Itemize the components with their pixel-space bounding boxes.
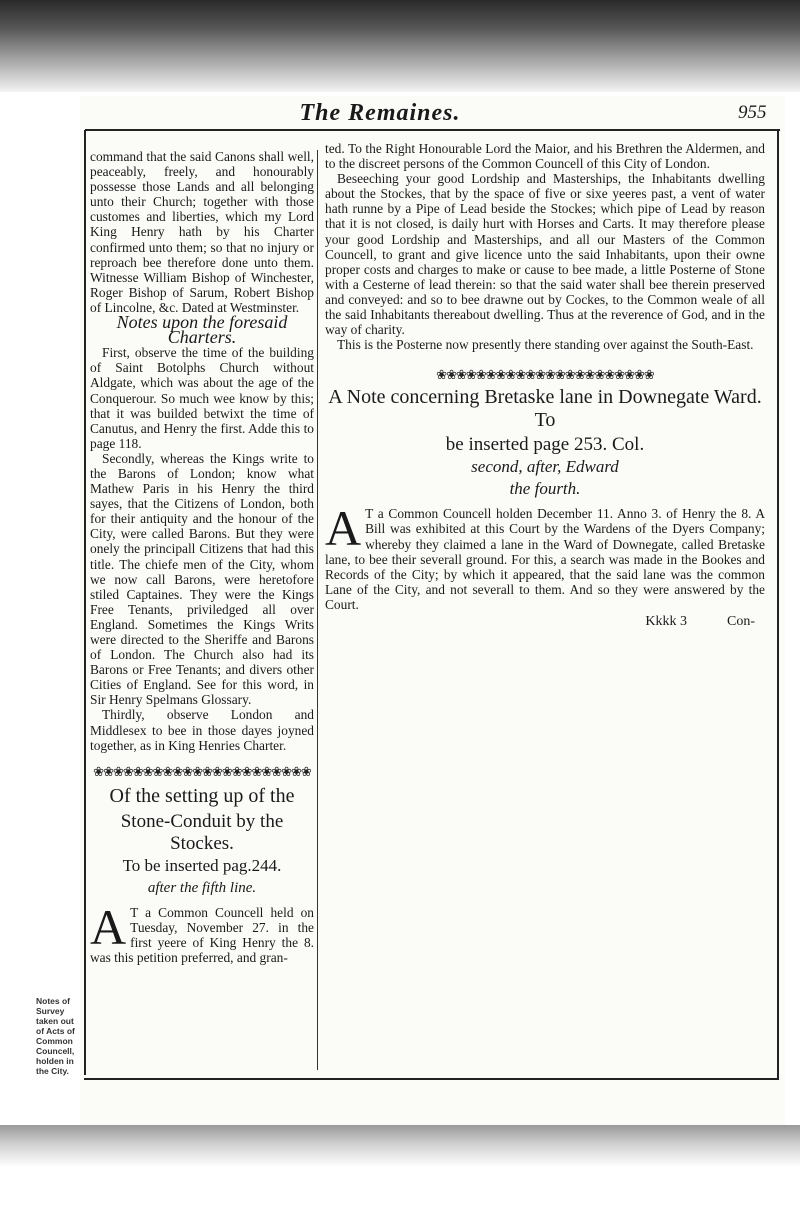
left-column [90, 149, 314, 965]
section-heading-bretaske-2: be inserted page 253. Col. [445, 434, 645, 456]
section-heading-conduit-3: To be inserted pag.244. [122, 855, 282, 875]
footer-rule [84, 1078, 779, 1080]
frame-rule-right [777, 130, 779, 1080]
left-paragraph-5-text: T a Common Councell held on Tuesday, November 27. in the first yeere of King Henry the 8. was this petition preferred, and gran- [90, 904, 314, 966]
drop-cap-right: A [325, 500, 362, 557]
left-paragraph-3: Secondly, whereas the Kings write to the Barons of London; know what Mathew Paris in his Henry the third sayes, that the Citizens of London, both for their antiquity and the honour of the City, were called Barons. But they were onely the principall Citizens that had this title. The chiefe men of the City, whom we now call Barons, were heretofore stiled Captaines. They were the Kings Free Tenants, priviledged all over England. Sometimes the Kings Writs were directed to the Sheriffe and Barons of London. The Church also had its Barons or Free Tenants; and divers other Cities of England. See for this word, in Sir Henry Spelmans Glossary. [90, 450, 314, 708]
marginal-note: Notes of Survey taken out of Acts of Common Councell, holden in the City. [36, 996, 75, 1076]
section-heading-conduit-1: Of the setting up of the [109, 784, 295, 807]
ornament-border-left: ❀❀❀❀❀❀❀❀❀❀❀❀❀❀❀❀❀❀❀❀❀❀ [93, 764, 311, 779]
scan-shadow-top [0, 0, 800, 92]
ornament-border-right: ❀❀❀❀❀❀❀❀❀❀❀❀❀❀❀❀❀❀❀❀❀❀ [436, 368, 654, 383]
left-paragraph-1: command that the said Canons shall well, peaceably, freely, and honourably possesse those Lands and all belonging unto their Church; together with those customes and liberties, which my Lord King Henry hath by his Charter confirmed unto them; so that no injury or reproach bee therefore done unto them. Witnesse William Bishop of Winchester, Roger Bishop of Sarum, Robert Bishop of Lincolne, &c. Dated at Westminster. [90, 149, 314, 315]
right-paragraph-3: This is the Posterne now presently there standing over against the South-East. [337, 337, 754, 353]
section-heading-bretaske-3: second, after, Edward [471, 457, 619, 477]
right-paragraph-2: Beseeching your good Lordship and Masterships, the Inhabitants dwelling about the Stockes, that by the space of five or sixe yeeres past, a vent of water hath runne by a Pipe of Lead beside the Stockes; which pipe of Lead by reason that it is not closed, is daily hurt with Horses and Carts. It may therefore please your good Lordship and Masterships, and all our Masters of the Common Councell, to grant and give licence unto the said Inhabitants, upon their owne proper costs and charges to make or cause to bee made, a little Posterne of Stone with a Cesterne of lead therein: so that the said water shall bee therein preserved and conveyed: and so to bee drawne out by Cockes, to the Common weale of all the said Inhabitants thereabout dwelling. Thus at the reverence of God, and in the way of charity. [325, 171, 765, 338]
section-heading-notes: Notes upon the foresaid Charters. [116, 312, 288, 348]
signature-mark: Kkkk 3 [645, 613, 687, 629]
right-paragraph-4 [325, 500, 765, 612]
section-heading-conduit-2: Stone-Conduit by the Stockes. [120, 810, 284, 854]
running-title: The Remaines. [299, 100, 461, 126]
left-paragraph-4: Thirdly, observe London and Middlesex to bee in those dayes joyned together, as in King Henries Charter. [90, 707, 314, 753]
drop-cap-left: A [90, 898, 127, 955]
catchword: Con- [727, 613, 755, 629]
column-divider [317, 150, 318, 1070]
page-number: 955 [738, 102, 767, 123]
section-heading-bretaske-1: A Note concerning Bretaske lane in Downegate Ward. To [328, 386, 762, 432]
scan-shadow-bottom [0, 1125, 800, 1218]
section-heading-conduit-4: after the fifth line. [147, 879, 257, 896]
section-heading-bretaske-4: the fourth. [509, 479, 581, 499]
frame-rule-left [84, 130, 86, 1075]
right-paragraph-1: ted. To the Right Honourable Lord the Maior, and his Brethren the Aldermen, and to the discreet persons of the Common Councell of this City of London. [325, 141, 765, 172]
right-column [325, 141, 771, 629]
header-rule [85, 129, 780, 131]
right-paragraph-4-text: T a Common Councell holden December 11. Anno 3. of Henry the 8. A Bill was exhibited at this Court by the Wardens of the Dyers Company; whereby they claimed a lane in the Ward of Downegate, called Bretaske lane, to bee their severall ground. For this, a search was made in the Bookes and Records of the City; by which it appeared, that the said lane was the common Lane of the City, and not severall to them. And so they were answered by the Court. [325, 506, 765, 612]
left-paragraph-2: First, observe the time of the building of Saint Botolphs Church without Aldgate, which was about the age of the Conquerour. So much wee know by this; that it was builded betwixt the time of Canutus, and Henry the first. Adde this to page 118. [90, 345, 314, 451]
page-footer-marks [325, 614, 765, 629]
left-paragraph-5 [90, 898, 314, 966]
